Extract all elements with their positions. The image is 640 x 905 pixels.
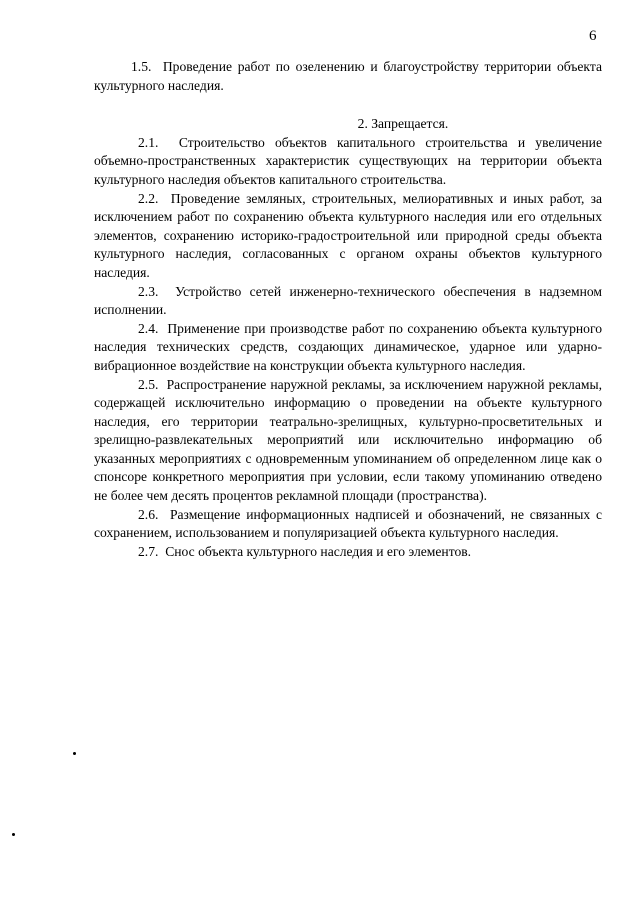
paragraph-text: Строительство объектов капитального строительства и увеличение объемно-пространственных характеристик существующих на территории объекта культурного наследия объектов капитального строительства. xyxy=(94,134,602,187)
paragraph-text: Распространение наружной рекламы, за исключением наружной рекламы, содержащей исключительно информацию о проведении на объекте культурного наследия, его территории театрально-зрелищных, культурно-просветительных и зрелищно-развлекательных мероприятий или исключительно информацию об указанных мероприятиях с одновременным упоминанием об определенном лице как о спонсоре конкретного мероприятия при условии, если такому упоминанию отведено не более чем десять процентов рекламной площади (пространства). xyxy=(94,376,603,504)
paragraph-2-6 xyxy=(94,506,602,543)
paragraph-number: 2.5. xyxy=(138,376,159,392)
paragraph-number: 2.6. xyxy=(138,506,159,522)
paragraph-text: Устройство сетей инженерно-технического обеспечения в надземном исполнении. xyxy=(94,283,603,318)
page-number: 6 xyxy=(589,28,597,44)
paragraph-2-7 xyxy=(94,543,602,562)
paragraph-2-4 xyxy=(94,320,602,376)
paragraph-number: 2.3. xyxy=(138,283,159,299)
scan-speck xyxy=(12,833,15,836)
scan-speck xyxy=(73,752,76,755)
paragraph-2-3 xyxy=(94,283,602,320)
paragraph-text: Проведение земляных, строительных, мелиоративных и иных работ, за исключением работ по сохранению объекта культурного наследия или его отдельных элементов, сохранению историко-градостроительной или природной среды объекта культурного наследия, согласованных с органом охраны объектов культурного наследия. xyxy=(94,190,602,280)
paragraph-number: 1.5. xyxy=(131,59,152,74)
paragraph-text: Размещение информационных надписей и обозначений, не связанных с сохранением, использованием и популяризацией объекта культурного наследия. xyxy=(94,506,602,541)
paragraph-text: Применение при производстве работ по сохранению объекта культурного наследия технических средств, создающих динамическое, ударное или ударно-вибрационное воздействие на конструкции объекта культурного наследия. xyxy=(94,320,602,373)
document-body xyxy=(94,58,602,561)
paragraph-2-5 xyxy=(94,376,602,506)
paragraph-number: 2.4. xyxy=(138,320,159,336)
paragraph-text: Проведение работ по озеленению и благоустройству территории объекта культурного наследия. xyxy=(94,59,602,93)
paragraph-2-1 xyxy=(94,134,602,190)
section-heading: 2. Запрещается. xyxy=(357,116,449,132)
paragraph-2-2 xyxy=(94,190,602,283)
paragraph-number: 2.7. xyxy=(138,543,159,559)
paragraph-number: 2.2. xyxy=(138,190,159,206)
paragraph-1-5 xyxy=(94,58,602,95)
paragraph-number: 2.1. xyxy=(138,134,159,150)
paragraph-text: Снос объекта культурного наследия и его элементов. xyxy=(165,543,472,559)
